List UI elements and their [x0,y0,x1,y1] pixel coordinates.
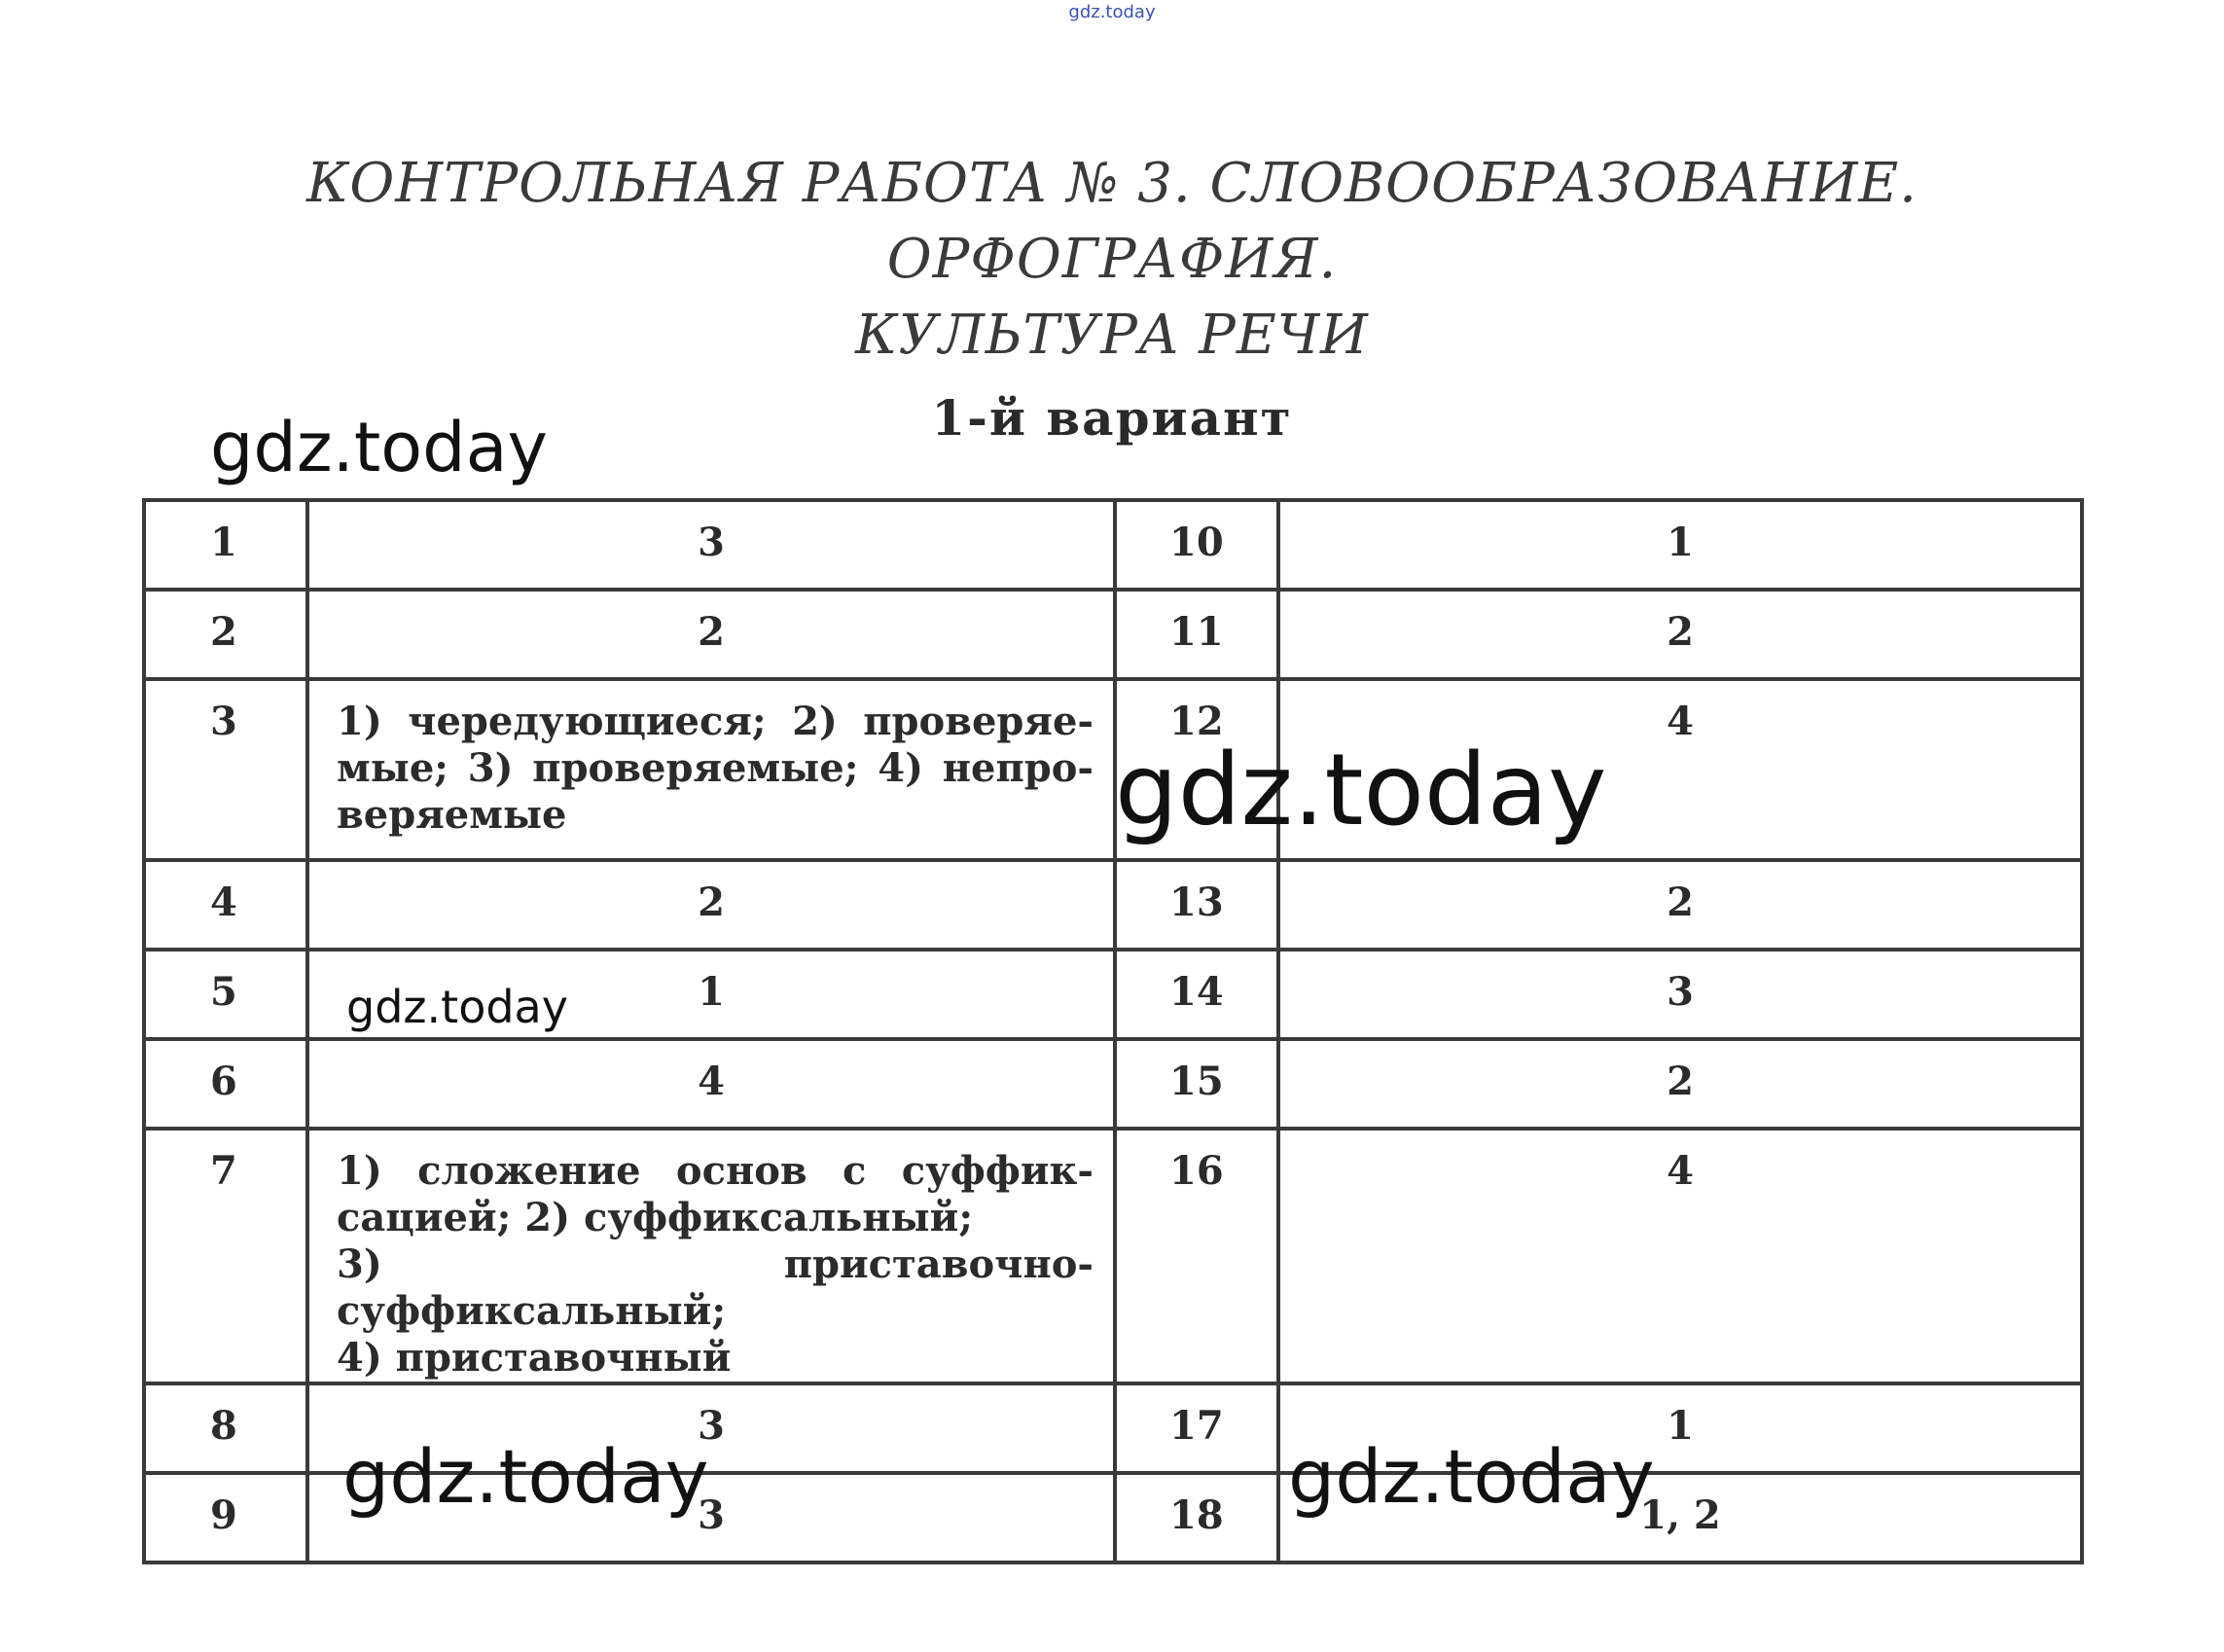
answer-line: мые; 3) проверяемые; 4) непро- [337,745,1094,791]
answer-cell: 3 [307,500,1115,590]
table-row [144,860,2082,950]
answer-cell: 1 [1278,1383,2082,1473]
answer-cell: 4 [1278,679,2082,860]
answer-line: 3) приставочно-суффиксальный; [337,1241,1094,1334]
question-number: 16 [1115,1129,1278,1383]
variant-heading: 1-й вариант [931,389,1293,447]
watermark: gdz.today [1288,1433,1655,1520]
question-number: 1 [144,500,307,590]
question-number: 11 [1115,590,1278,679]
title-line-1: КОНТРОЛЬНАЯ РАБОТА № 3. СЛОВООБРАЗОВАНИЕ. ОРФОГРАФИЯ. [306,152,1918,291]
answer-cell: 4 [307,1039,1115,1129]
question-number: 5 [144,950,307,1039]
answer-cell-text [307,679,1115,860]
title-line-2: КУЛЬТУРА РЕЧИ [855,304,1369,367]
document-title [117,146,2107,374]
answer-cell: 2 [1278,590,2082,679]
answer-cell: 2 [1278,860,2082,950]
answer-cell: 2 [307,590,1115,679]
answer-cell: 2 [307,860,1115,950]
answer-cell: 3 [1278,950,2082,1039]
table-row [144,679,2082,860]
watermark: gdz.today [346,981,568,1033]
table-row [144,1129,2082,1383]
table-row [144,1039,2082,1129]
table-row [144,590,2082,679]
question-number: 14 [1115,950,1278,1039]
question-number: 10 [1115,500,1278,590]
answer-cell: 3 [307,1473,1115,1562]
answer-line: сацией; 2) суффиксальный; [337,1195,974,1240]
watermark: gdz.today [342,1433,709,1520]
answer-cell: 1 [307,950,1115,1039]
top-watermark: gdz.today [1068,2,1156,22]
answer-cell: 1 [1278,500,2082,590]
answer-line: 1) чередующиеся; 2) проверяе- [337,699,1094,744]
answer-cell-text [307,1129,1115,1383]
answer-cell: 3 [307,1383,1115,1473]
watermark: gdz.today [210,408,548,487]
question-number: 15 [1115,1039,1278,1129]
answer-cell: 4 [1278,1129,2082,1383]
watermark: gdz.today [1115,733,1607,848]
question-number: 7 [144,1129,307,1383]
answer-cell: 2 [1278,1039,2082,1129]
answer-line: веряемые [337,792,567,838]
question-number: 3 [144,679,307,860]
answer-line: 4) приставочный [337,1335,732,1381]
question-number: 9 [144,1473,307,1562]
question-number: 2 [144,590,307,679]
question-number: 12 [1115,679,1278,860]
answer-cell: 1, 2 [1278,1473,2082,1562]
question-number: 8 [144,1383,307,1473]
table-row [144,500,2082,590]
question-number: 17 [1115,1383,1278,1473]
question-number: 6 [144,1039,307,1129]
question-number: 18 [1115,1473,1278,1562]
answer-line: 1) сложение основ с суффик- [337,1148,1094,1194]
question-number: 4 [144,860,307,950]
question-number: 13 [1115,860,1278,950]
